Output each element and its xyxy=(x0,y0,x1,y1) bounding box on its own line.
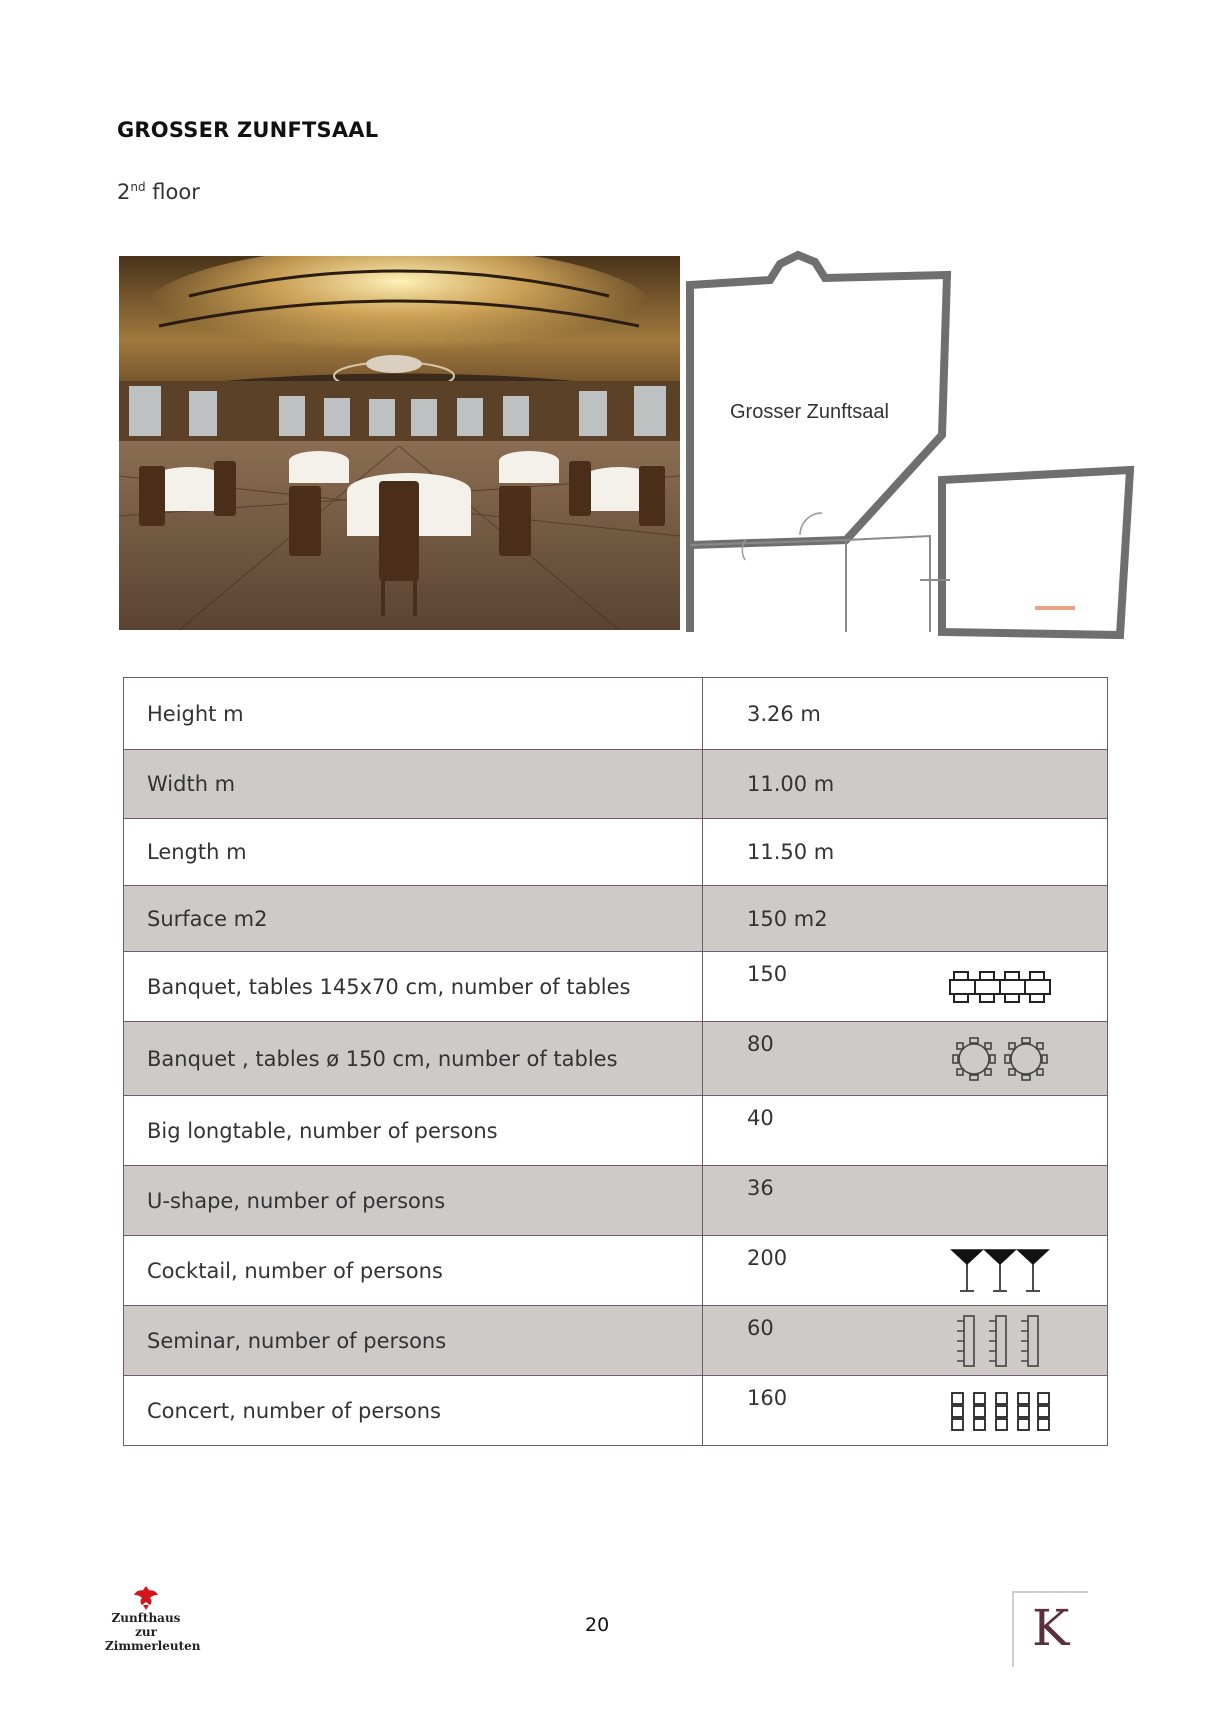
round-tables-icon xyxy=(948,1034,1052,1084)
row-value: 11.00 m xyxy=(747,772,835,796)
floor-suffix: nd xyxy=(130,180,146,194)
row-value: 36 xyxy=(747,1176,774,1200)
eagle-crest-icon xyxy=(132,1583,160,1611)
brand-logo-box xyxy=(1012,1591,1088,1667)
specs-table xyxy=(123,677,1108,1446)
table-row xyxy=(124,1166,1108,1236)
plan-room-label: Grosser Zunftsaal xyxy=(730,401,889,423)
row-label: Seminar, number of persons xyxy=(124,1306,703,1376)
table-row xyxy=(124,750,1108,819)
row-label: Surface m2 xyxy=(124,886,703,952)
row-label: Cocktail, number of persons xyxy=(124,1236,703,1306)
row-label: Banquet , tables ø 150 cm, number of tables xyxy=(124,1022,703,1096)
table-row xyxy=(124,886,1108,952)
floor-plan xyxy=(680,250,1140,640)
concert-chairs-icon xyxy=(948,1389,1052,1433)
row-label: Width m xyxy=(124,750,703,819)
row-label: Banquet, tables 145x70 cm, number of tables xyxy=(124,952,703,1022)
table-row xyxy=(124,1022,1108,1096)
row-value: 150 xyxy=(747,962,788,986)
table-row xyxy=(124,1236,1108,1306)
row-value: 160 xyxy=(747,1386,788,1410)
row-label: U-shape, number of persons xyxy=(124,1166,703,1236)
row-value: 11.50 m xyxy=(747,840,835,864)
row-value: 60 xyxy=(747,1316,774,1340)
row-label: Big longtable, number of persons xyxy=(124,1096,703,1166)
seminar-tables-icon xyxy=(948,1313,1052,1369)
table-row xyxy=(124,952,1108,1022)
table-row xyxy=(124,1306,1108,1376)
row-label: Length m xyxy=(124,819,703,886)
table-row xyxy=(124,1096,1108,1166)
row-value: 40 xyxy=(747,1106,774,1130)
floor-number: 2 xyxy=(117,180,131,204)
room-photo xyxy=(119,256,680,630)
brand-letter: K xyxy=(1032,1599,1070,1657)
row-value: 150 m2 xyxy=(747,906,828,931)
logo-line: Zunfthaus xyxy=(111,1611,181,1625)
row-value: 80 xyxy=(747,1032,774,1056)
row-label: Height m xyxy=(124,678,703,750)
floor-label xyxy=(117,180,200,204)
floor-word: floor xyxy=(152,180,200,204)
cocktail-glasses-icon xyxy=(948,1246,1052,1296)
table-row xyxy=(124,1376,1108,1446)
logo-line: zur xyxy=(135,1625,157,1639)
row-label: Concert, number of persons xyxy=(124,1376,703,1446)
table-row xyxy=(124,678,1108,750)
logo-line: Zimmerleuten xyxy=(105,1639,201,1653)
zunfthaus-logo xyxy=(105,1583,201,1653)
row-value: 3.26 m xyxy=(747,701,821,726)
banquet-rectangular-tables-icon xyxy=(948,967,1052,1007)
row-value: 200 xyxy=(747,1246,788,1270)
table-row xyxy=(124,819,1108,886)
page-number: 20 xyxy=(585,1614,610,1636)
page-title: GROSSER ZUNFTSAAL xyxy=(117,118,379,142)
